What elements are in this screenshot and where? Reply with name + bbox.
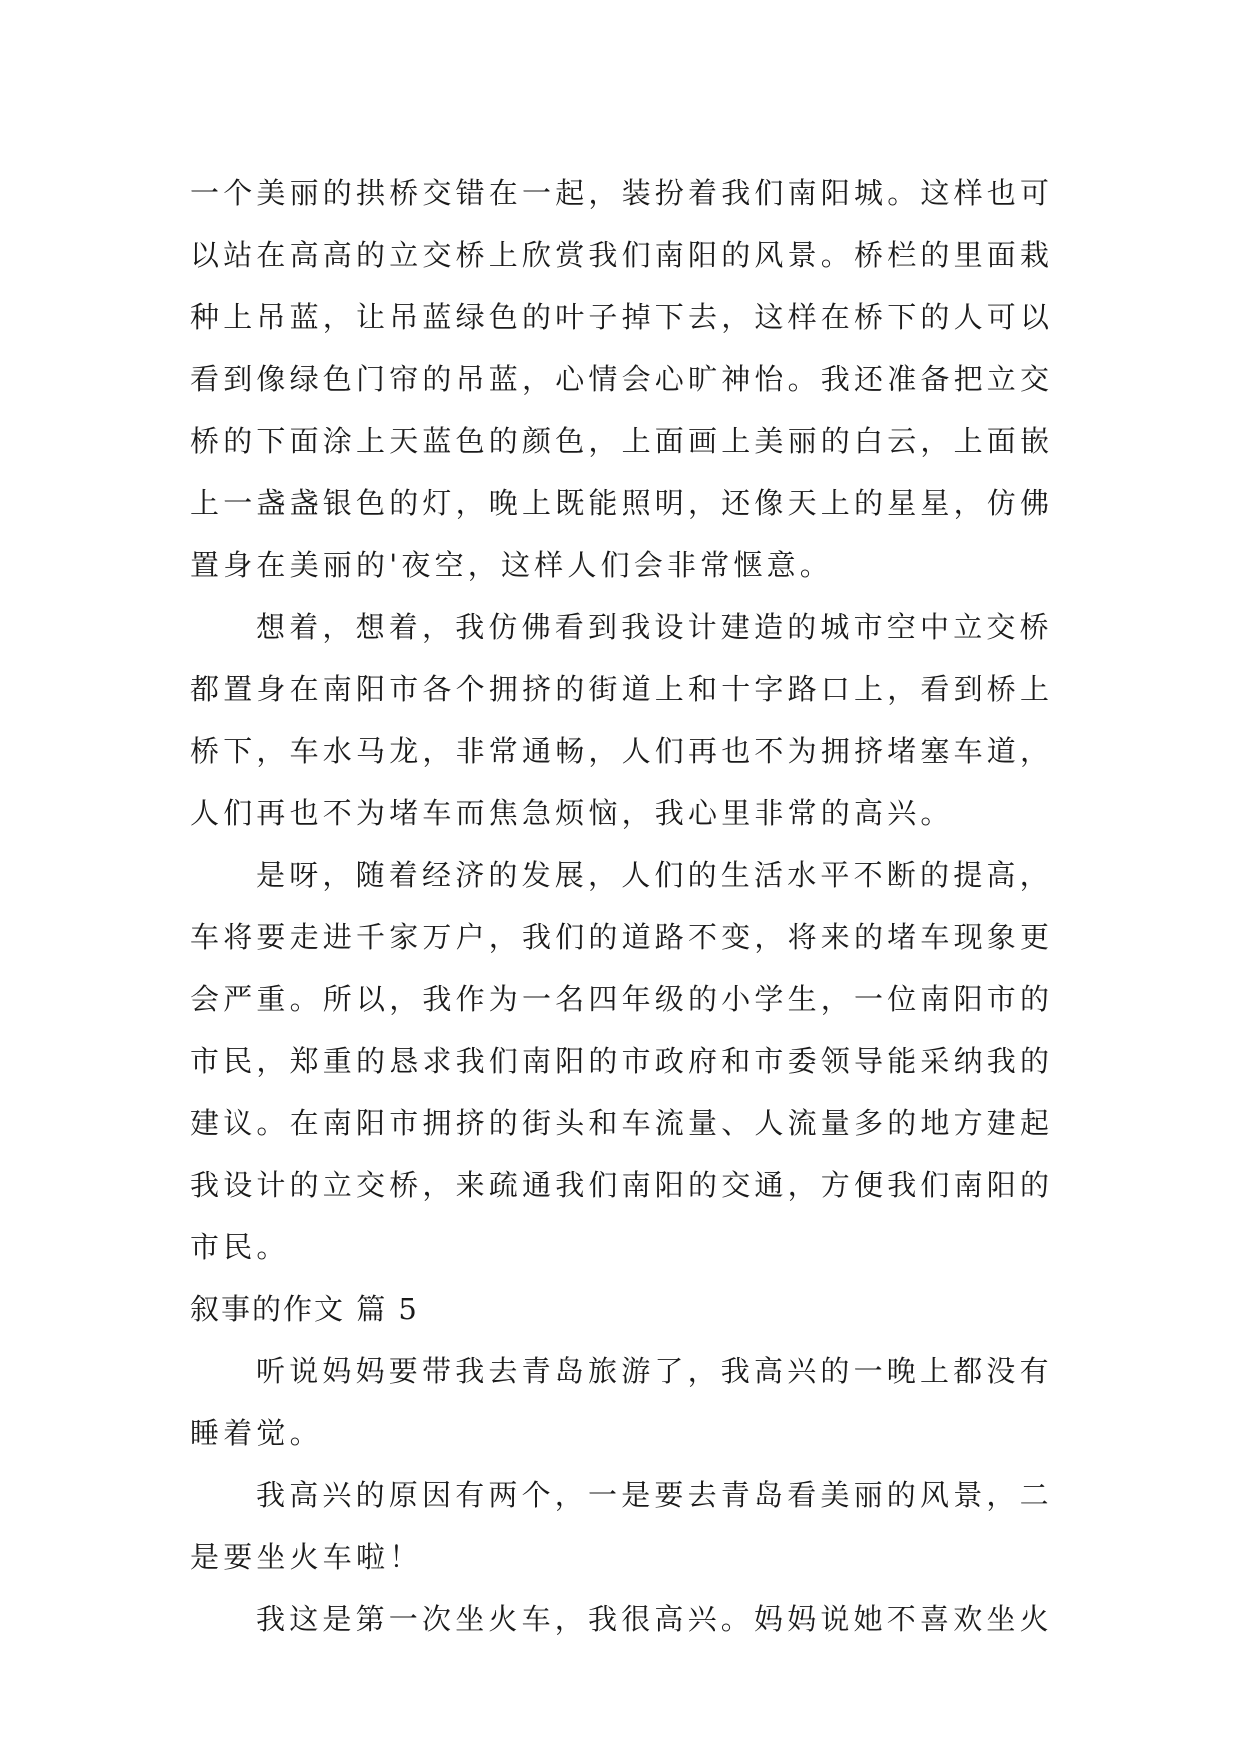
- text-line: 市民。: [190, 1230, 290, 1264]
- paragraph-trip-news: [190, 1340, 1070, 1464]
- text-line: 我这是第一次坐火车，我很高兴。妈妈说她不喜欢坐火: [256, 1602, 1053, 1636]
- paragraph-proposal: [190, 844, 1070, 1278]
- text-line: 都置身在南阳市各个拥挤的街道上和十字路口上，看到桥上: [190, 672, 1054, 706]
- text-line: 想着，想着，我仿佛看到我设计建造的城市空中立交桥: [256, 610, 1053, 644]
- text-line: 是要坐火车啦！: [190, 1540, 423, 1574]
- text-line: 睡着觉。: [190, 1416, 323, 1450]
- paragraph-bridge-description: [190, 162, 1070, 596]
- text-line: 以站在高高的立交桥上欣赏我们南阳的风景。桥栏的里面栽: [190, 238, 1054, 272]
- paragraph-first-train: [190, 1588, 1070, 1650]
- text-line: 会严重。所以，我作为一名四年级的小学生，一位南阳市的: [190, 982, 1054, 1016]
- section-heading: 叙事的作文 篇 5: [190, 1292, 419, 1326]
- text-line: 车将要走进千家万户，我们的道路不变，将来的堵车现象更: [190, 920, 1054, 954]
- text-line: 一个美丽的拱桥交错在一起，装扮着我们南阳城。这样也可: [190, 176, 1054, 210]
- text-line: 置身在美丽的'夜空，这样人们会非常惬意。: [190, 548, 833, 582]
- text-line: 建议。在南阳市拥挤的街头和车流量、人流量多的地方建起: [190, 1106, 1054, 1140]
- text-line: 桥的下面涂上天蓝色的颜色，上面画上美丽的白云，上面嵌: [190, 424, 1054, 458]
- text-line: 我高兴的原因有两个，一是要去青岛看美丽的风景，二: [256, 1478, 1053, 1512]
- paragraph-imagining: [190, 596, 1070, 844]
- document-body: [190, 162, 1070, 1650]
- paragraph-reasons: [190, 1464, 1070, 1588]
- text-line: 听说妈妈要带我去青岛旅游了，我高兴的一晚上都没有: [256, 1354, 1053, 1388]
- text-line: 市民，郑重的恳求我们南阳的市政府和市委领导能采纳我的: [190, 1044, 1054, 1078]
- text-line: 上一盏盏银色的灯，晚上既能照明，还像天上的星星，仿佛: [190, 486, 1054, 520]
- text-line: 我设计的立交桥，来疏通我们南阳的交通，方便我们南阳的: [190, 1168, 1054, 1202]
- text-line: 看到像绿色门帘的吊蓝，心情会心旷神怡。我还准备把立交: [190, 362, 1054, 396]
- text-line: 人们再也不为堵车而焦急烦恼，我心里非常的高兴。: [190, 796, 954, 830]
- text-line: 是呀，随着经济的发展，人们的生活水平不断的提高，: [256, 858, 1053, 892]
- text-line: 桥下，车水马龙，非常通畅，人们再也不为拥挤堵塞车道，: [190, 734, 1054, 768]
- text-line: 种上吊蓝，让吊蓝绿色的叶子掉下去，这样在桥下的人可以: [190, 300, 1054, 334]
